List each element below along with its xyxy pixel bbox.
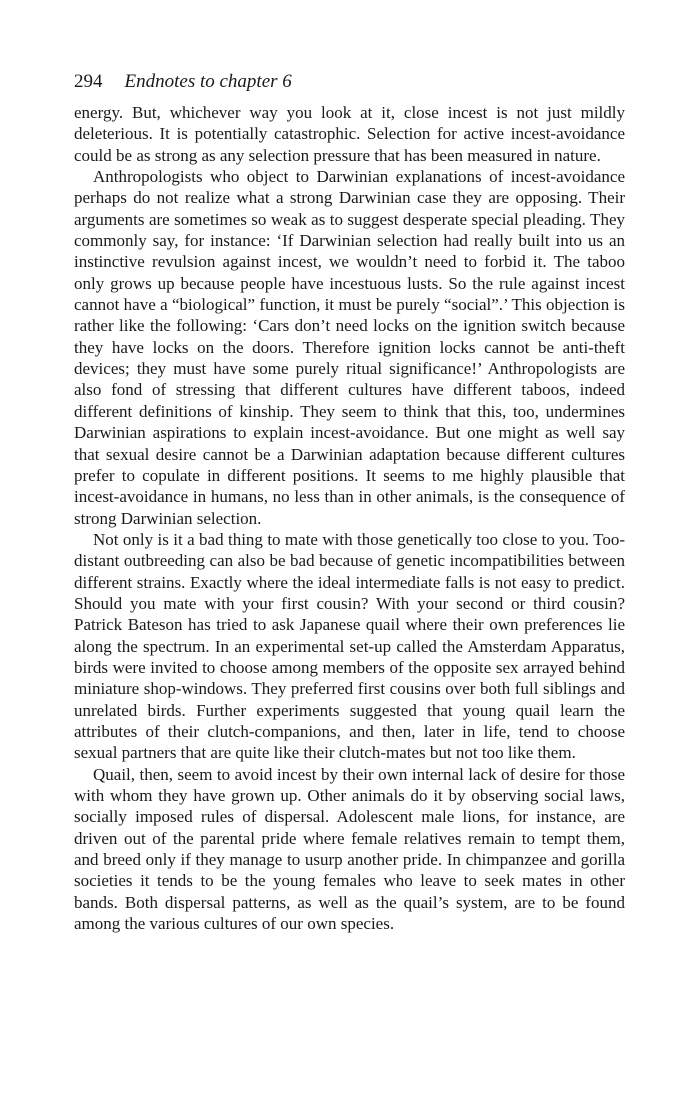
paragraph: Not only is it a bad thing to mate with those genetically too close to you. Too-distant outbreeding can also be bad because of genetic incompatibilities between different strains. Exactly where the ideal intermediate falls is not easy to predict. Should you mate with your first cousin? With your second or third cousin? Patrick Bateson has tried to ask Japanese quail where their own preferences lie along the spectrum. In an experimental set-up called the Amsterdam Apparatus, birds were invited to choose among members of the opposite sex arrayed behind miniature shop-windows. They preferred first cousins over both full siblings and unrelated birds. Further experiments suggested that young quail learn the attributes of their clutch-companions, and then, later in life, tend to choose sexual partners that are quite like their clutch-mates but not too like them.: [74, 529, 625, 763]
paragraph: Quail, then, seem to avoid incest by their own internal lack of desire for those with whom they have grown up. Other animals do it by observing social laws, socially imposed rules of dispersal. Adolescent male lions, for instance, are driven out of the parental pride where female relatives remain to tempt them, and breed only if they manage to usurp another pride. In chimpanzee and gorilla societies it tends to be the young females who leave to seek mates in other bands. Both dispersal patterns, as well as the quail’s system, are to be found among the various cultures of our own species.: [74, 764, 625, 934]
running-head: [74, 70, 625, 102]
body-text: [74, 102, 625, 934]
chapter-endnotes-title: Endnotes to chapter 6: [124, 71, 292, 92]
paragraph: Anthropologists who object to Darwinian explanations of incest-avoidance perhaps do not realize what a strong Darwinian case they are opposing. Their arguments are sometimes so weak as to suggest desperate special pleading. They commonly say, for instance: ‘If Darwinian selection had really built into us an instinctive revulsion against incest, we wouldn’t need to forbid it. The taboo only grows up because people have incestuous lusts. So the rule against incest cannot have a “biological” function, it must be purely “social”.’ This objection is rather like the following: ‘Cars don’t need locks on the ignition switch because they have locks on the doors. Therefore ignition locks cannot be anti-theft devices; they must have some purely ritual significance!’ Anthropologists are also fond of stressing that different cultures have different taboos, indeed different definitions of kinship. They seem to think that this, too, undermines Darwinian aspirations to explain incest-avoidance. But one might as well say that sexual desire cannot be a Darwinian adaptation because different cultures prefer to copulate in different positions. It seems to me highly plausible that incest-avoidance in humans, no less than in other animals, is the consequence of strong Darwinian selection.: [74, 167, 625, 528]
page-number: 294: [74, 71, 103, 92]
book-page: [74, 70, 625, 934]
paragraph: energy. But, whichever way you look at it, close incest is not just mildly deleterious. It is potentially catastrophic. Selection for active incest-avoidance could be as strong as any selection pressure that has been measured in nature.: [74, 103, 625, 165]
